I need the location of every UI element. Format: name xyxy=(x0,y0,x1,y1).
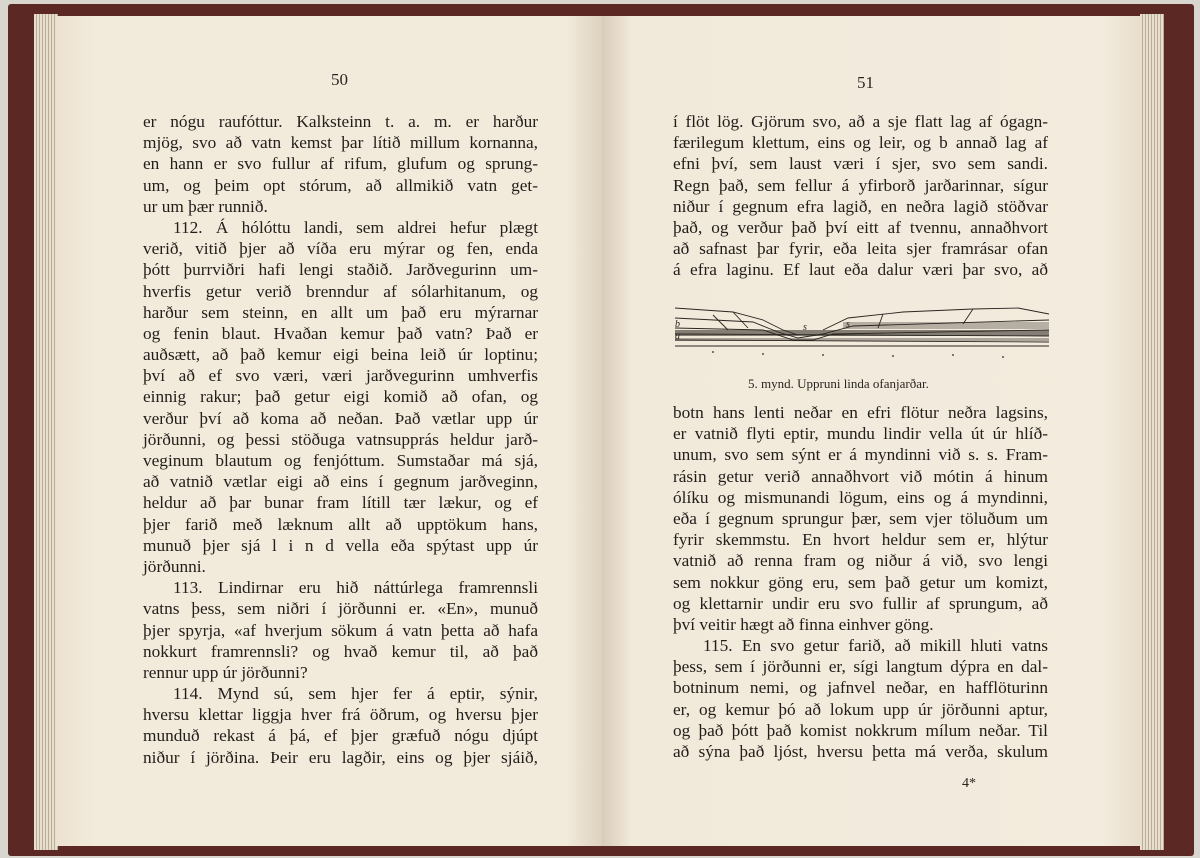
figure-layer-a xyxy=(675,330,1049,336)
text-line: og klettarnir undir eru svo fullir af sprungum, að xyxy=(673,593,1048,613)
figure-label-s2: s xyxy=(846,319,850,330)
text-line: að vatnið vætlar eigi að eins í gegnum jarðveginn, xyxy=(143,472,538,492)
text-line: hversu klettar liggja hver frá öðrum, og hversu þjer xyxy=(143,705,538,725)
figure-label-a: a xyxy=(675,331,680,342)
text-line: efni því, sem laust væri í sjer, svo sem sandi. xyxy=(673,154,1048,174)
text-line: harður sem steinn, en allt um það eru mýrarnar xyxy=(143,302,538,322)
text-line: mjög, svo að vatn kemst þar lítið millum kornanna, xyxy=(143,133,538,153)
text-line: jörðunni, og þessi stöðuga vatnsupprás heldur jarð- xyxy=(143,429,538,449)
page-number-left: 50 xyxy=(331,70,348,89)
text-line: unum, svo sem sýnt er á myndinni við s. s. Fram- xyxy=(673,445,1048,465)
text-line: auðsætt, að það kemur eigi beina leið úr loptinu; xyxy=(143,345,538,365)
text-line: vatnið að renna fram og niður á við, svo lengi xyxy=(673,551,1048,571)
text-line: þjer farið með læknum allt að upptökum hans, xyxy=(143,514,538,534)
text-line: því að ef svo væri, væri jarðvegurinn umhverfis xyxy=(143,366,538,386)
text-line: sem nokkur göng eru, sem það getur um komizt, xyxy=(673,572,1048,592)
text-line: botn hans lenti neðar en efri flötur neðra lagsins, xyxy=(673,403,1048,422)
text-line: niður í gegnum efra lagið, en neðra lagið stöðvar xyxy=(673,196,1048,216)
text-line: 112. Á hólóttu landi, sem aldrei hefur plægt xyxy=(173,217,538,237)
text-line: eða í gegnum sprungur þær, sem vjer töluðum um xyxy=(673,508,1048,528)
text-line: Regn það, sem fellur á yfirborð jarðarinnar, sígur xyxy=(673,175,1048,195)
figure-label-b: b xyxy=(675,319,680,330)
text-line: þótt þurrviðri hafi lengi staðið. Jarðvegurinn um- xyxy=(143,260,538,280)
text-line: á efra laginu. Ef laut eða dalur væri þar svo, að xyxy=(673,260,1048,280)
text-line: það, og verður það því eitt af tvennu, annaðhvort xyxy=(673,217,1048,237)
text-line: fyrir skemmstu. En hvort heldur sem er, hlýtur xyxy=(673,530,1048,550)
text-line: um, og þeim opt stórum, að allmikið vatn get- xyxy=(143,175,538,195)
left-page-text xyxy=(143,111,538,768)
text-line: þjer spyrja, «af hverjum sökum á vatn þetta að hafa xyxy=(143,620,538,640)
text-line: munduð rekast á þá, ef þjer græfuð nógu djúpt xyxy=(143,726,538,746)
text-line: færilegum klettum, eins og leir, og b annað lag af xyxy=(673,133,1048,153)
text-line: í flöt lög. Gjörum svo, að a sje flatt lag af ógagn- xyxy=(673,112,1048,131)
text-line: verður því að koma að neðan. Það vætlar upp úr xyxy=(143,408,538,428)
text-line: að safnast þar fyrir, eða leita sjer framrásar ofan xyxy=(673,239,1048,259)
text-line: því veitir hægt að finna einhver göng. xyxy=(673,614,934,634)
text-line: 113. Lindirnar eru hið náttúrlega framrennsli xyxy=(173,578,538,598)
text-line: ur um þær runnið. xyxy=(143,196,268,216)
right-page-text-top xyxy=(673,111,1048,281)
text-line: er vatnið flyti eptir, mundu lindir vella út úr hlíð- xyxy=(673,424,1048,444)
figure-caption: 5. mynd. Uppruni linda ofanjarðar. xyxy=(748,376,929,391)
text-line: og fenin blaut. Hvaðan kemur það vatn? Það er xyxy=(143,323,538,343)
text-line: heldur að þar bunar fram lítill tær lækur, og ef xyxy=(143,493,538,513)
text-line: 115. En svo getur farið, að mikill hluti vatns xyxy=(703,636,1048,656)
text-line: veginum blautum og fenjóttum. Sumstaðar má sjá, xyxy=(143,451,538,470)
text-line: rásin getur verið annaðhvort við mótin á hinum xyxy=(673,466,1048,486)
text-line: og það þótt það komist nokkrum mílum neðar. Til xyxy=(673,720,1048,740)
text-line: vatns þess, sem niðri í jörðunni er. «En», munuð xyxy=(143,599,538,619)
page-edges-right xyxy=(1140,14,1164,850)
text-line: er, og kemur þó að lokum upp úr jörðunni aptur, xyxy=(673,699,1048,719)
text-line: botninum nemi, og jafnvel neðar, en hafflöturinn xyxy=(673,678,1048,698)
text-line: nokkurt framrennsli? og hvað kemur til, að það xyxy=(143,641,538,661)
text-line: þess, sem í jörðunni er, sígi langtum dýpra en dal- xyxy=(673,657,1048,677)
text-line: jörðunni. xyxy=(143,556,206,576)
figure-layer-b xyxy=(843,322,1049,329)
page-number-right: 51 xyxy=(857,73,874,92)
text-line: niður í jörðina. Þeir eru lagðir, eins og þjer sjáið, xyxy=(143,747,538,767)
page-edges-left xyxy=(34,14,58,850)
text-line: rennur upp úr jörðunni? xyxy=(143,662,308,682)
text-line: hverfis getur verið brenndur af sólarhitanum, og xyxy=(143,281,538,301)
text-line: er nógu raufóttur. Kalksteinn t. a. m. er harður xyxy=(143,112,538,131)
right-page-text-bottom xyxy=(673,402,1048,762)
signature-mark: 4* xyxy=(962,776,976,791)
text-line: verið, vitið þjer að víða eru mýrar og fen, enda xyxy=(143,239,538,259)
figure-label-s1: s xyxy=(803,322,807,333)
text-line: að sýna það ljóst, hversu þetta má verða, skulum xyxy=(673,742,1048,761)
text-line: munuð þjer sjá l i n d vella eða spýtast upp úr xyxy=(143,535,538,555)
text-line: ólíku og mismunandi lögum, eins og á myndinni, xyxy=(673,487,1048,507)
text-line: 114. Mynd sú, sem hjer fer á eptir, sýnir, xyxy=(173,684,538,704)
geology-figure xyxy=(673,300,1051,362)
text-line: en hann er svo fullur af rifum, glufum og sprung- xyxy=(143,154,538,174)
text-line: einnig rakur; það getur eigi komið að ofan, og xyxy=(143,387,538,407)
